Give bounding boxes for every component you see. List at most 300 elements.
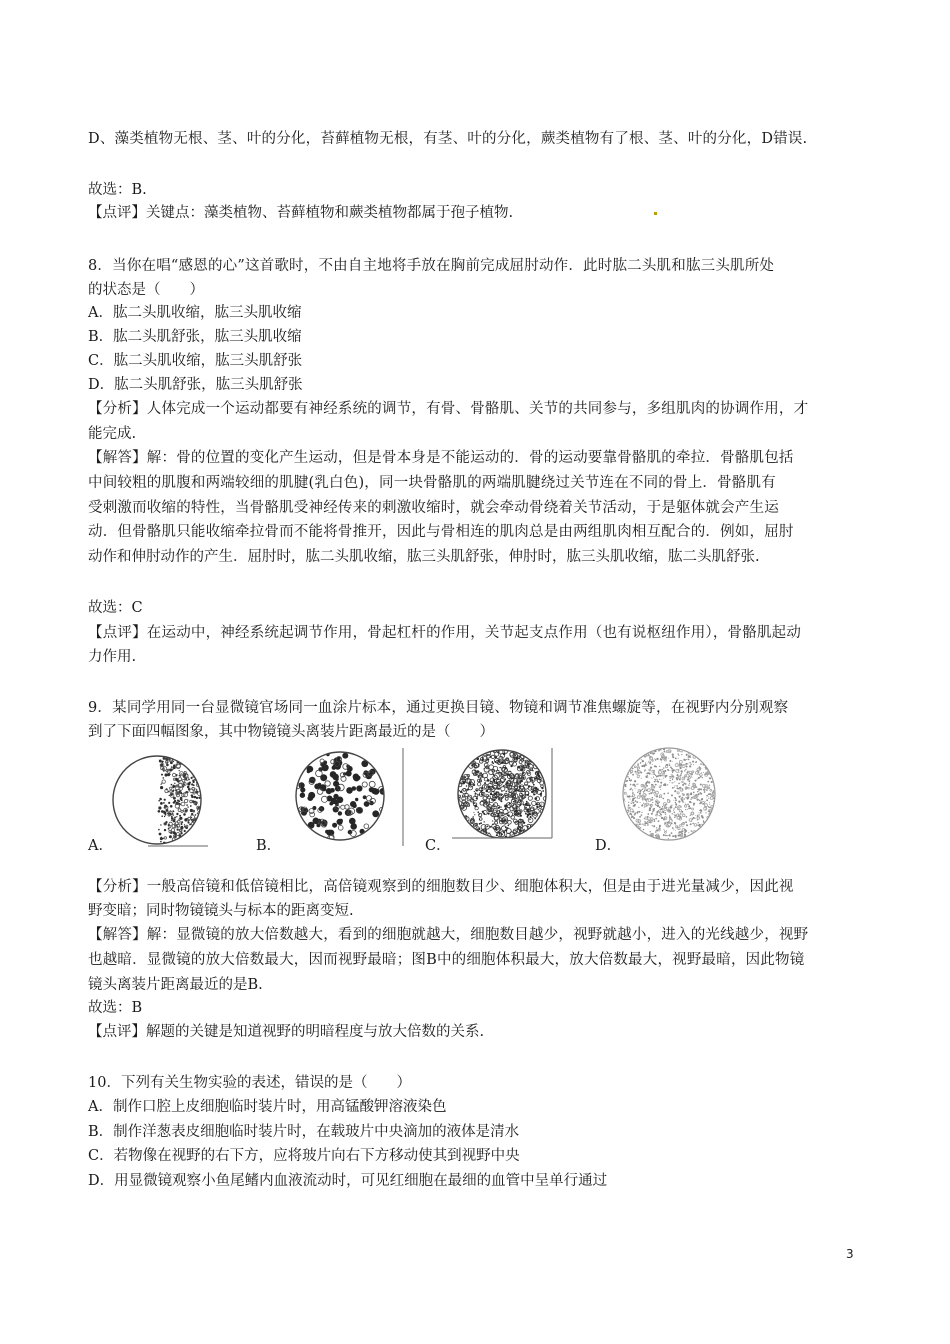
cell-texture [661,750,662,751]
cell-texture [505,805,507,807]
cell-texture [638,790,640,792]
cell-texture [631,803,632,804]
cell-texture [697,817,700,820]
cell-texture [679,765,681,767]
cell-texture [505,767,507,769]
cell-texture [711,781,713,783]
cell-texture [482,811,484,813]
cell-texture [325,781,330,786]
cell-texture [173,778,175,780]
cell-texture [178,819,179,820]
cell-texture [674,787,675,788]
answer-text: 受刺激而收缩的特性，当骨骼肌受神经传来的刺激收缩时，就会牵动骨绕着关节活动，于是躯体就会产生运 [88,500,779,516]
cell-texture [181,821,183,823]
cell-texture [529,766,530,767]
cell-texture [500,806,501,807]
cell-texture [181,810,183,812]
cell-texture [667,835,668,836]
cell-texture [160,802,163,805]
cell-texture [497,811,498,812]
cell-texture [171,766,173,768]
cell-texture [642,804,644,806]
cell-texture [656,791,659,794]
cell-texture [183,813,186,816]
cell-texture [670,778,671,779]
cell-texture [540,793,542,795]
cell-texture [637,767,639,769]
cell-texture [710,789,712,791]
cell-texture [693,803,695,805]
cell-texture [629,795,631,797]
cell-texture [672,770,674,772]
cell-texture [510,765,512,767]
cell-texture [678,750,679,751]
cell-texture [508,774,510,776]
cell-texture [193,784,195,786]
cell-texture [474,770,476,772]
cell-texture [191,794,193,796]
cell-texture [671,794,673,796]
cell-texture [189,823,191,825]
cell-texture [356,785,362,791]
cell-texture [500,829,501,830]
cell-texture [488,832,489,833]
cell-texture [527,763,529,765]
cell-texture [639,816,641,818]
cell-texture [690,824,691,825]
cell-texture [646,822,648,824]
cell-texture [675,802,676,803]
cell-texture [473,763,475,765]
cell-texture [463,807,465,809]
cell-texture [679,810,681,812]
cell-texture [628,807,630,809]
cell-texture [644,824,646,826]
cell-texture [533,790,535,792]
cell-texture [630,788,631,789]
cell-texture [173,814,174,815]
cell-texture [162,764,163,765]
cell-texture [502,796,504,798]
cell-texture [655,759,657,761]
cell-texture [527,794,529,796]
cell-texture [654,808,655,809]
cell-texture [664,812,666,814]
cell-texture [504,795,506,797]
cell-texture [466,802,468,804]
cell-texture [689,762,690,763]
cell-texture [332,823,337,828]
cell-texture [665,831,667,833]
cell-texture [654,781,656,783]
cell-texture [524,829,525,830]
answer-text: 动．但骨骼肌只能收缩牵拉骨而不能将骨推开，因此与骨相连的肌肉总是由两组肌肉相互配合的．例如，屈肘 [88,524,794,540]
cell-texture [697,778,698,779]
cell-texture [655,831,656,832]
cell-texture [688,753,689,754]
cell-texture [698,777,700,779]
cell-texture [683,813,684,814]
cell-texture [177,828,179,830]
cell-texture [519,804,521,806]
cell-texture [656,776,658,778]
cell-texture [535,797,538,800]
cell-texture [687,763,688,764]
cell-texture [625,784,626,785]
text-line: 【点评】关键点：藻类植物、苔藓植物和蕨类植物都属于孢子植物. [88,205,514,221]
cell-texture [525,762,526,763]
cell-texture [685,764,686,765]
cell-texture [654,798,655,799]
cell-texture [652,760,654,762]
cell-texture [490,781,493,784]
cell-texture [700,774,703,777]
cell-texture [338,811,342,815]
cell-texture [672,772,673,773]
cell-texture [659,812,661,814]
cell-texture [678,758,679,759]
cell-texture [178,800,180,802]
cell-texture [161,815,163,817]
cell-texture [487,779,490,782]
cell-texture [655,766,657,768]
cell-texture [642,760,644,762]
cell-texture [685,783,687,785]
cell-texture [536,803,538,805]
cell-texture [168,769,169,770]
cell-texture [490,793,492,795]
cell-texture [693,794,694,795]
cell-texture [509,771,510,772]
cell-texture [640,802,641,803]
cell-texture [494,761,496,763]
cell-texture [655,784,657,786]
cell-texture [639,793,641,795]
cell-texture [651,752,653,754]
cell-texture [468,786,472,790]
cell-texture [350,823,357,830]
cell-texture [679,805,681,807]
cell-texture [476,790,478,792]
cell-texture [492,820,493,821]
cell-texture [678,753,679,754]
cell-texture [160,786,163,789]
cell-texture [364,824,369,829]
cell-texture [685,775,687,777]
cell-texture [487,786,489,788]
cell-texture [702,816,704,818]
cell-texture [541,804,542,805]
cell-texture [667,769,669,771]
cell-texture [689,765,691,767]
cell-texture [645,785,647,787]
cell-texture [669,834,671,836]
cell-texture [669,751,670,752]
option-a: A．肱二头肌收缩，肱三头肌收缩 [88,305,302,321]
cell-texture [705,812,706,813]
cell-texture [660,759,662,761]
cell-texture [702,777,703,778]
answer-text: 【解答】解：骨的位置的变化产生运动，但是骨本身是不能运动的．骨的运动要靠骨骼肌的牵拉．骨骼肌包括 [88,450,794,466]
cell-texture [659,795,661,797]
cell-texture [659,779,660,780]
cell-texture [676,777,678,779]
cell-texture [514,755,516,757]
cell-texture [673,810,674,811]
cell-texture [637,792,638,793]
cell-texture [631,814,632,815]
cell-texture [484,768,485,769]
cell-texture [632,768,634,770]
cell-texture [682,781,684,783]
cell-texture [699,803,701,805]
cell-texture [674,781,675,782]
cell-texture [701,772,702,773]
cell-texture [653,777,654,778]
cell-texture [639,775,640,776]
cell-texture [669,764,671,766]
cell-texture [660,775,662,777]
option-c: C．肱二头肌收缩，肱三头肌舒张 [88,353,303,369]
cell-texture [665,765,667,767]
cell-texture [161,784,162,785]
question-8-stem: 的状态是（ ） [88,282,204,298]
cell-texture [690,793,692,795]
cell-texture [710,797,713,800]
cell-texture [700,812,702,814]
option-d: D．肱二头肌舒张，肱三头肌舒张 [88,377,303,393]
cell-texture [523,804,525,806]
cell-texture [669,763,670,764]
cell-texture [481,772,482,773]
cell-texture [688,784,689,785]
cell-texture [667,792,669,794]
cell-texture [682,784,684,786]
cell-texture [486,790,488,792]
cell-texture [632,792,634,794]
cell-texture [192,780,194,782]
cell-texture [460,791,462,793]
cell-texture [164,799,166,801]
cell-texture [699,791,700,792]
cell-texture [694,818,695,819]
figure-label-a: A． [88,838,113,854]
cell-texture [653,809,655,811]
cell-texture [624,789,625,790]
cell-texture [672,787,674,789]
analysis-text: 能完成. [88,426,137,442]
cell-texture [662,810,663,811]
microscope-field-b [285,748,415,848]
cell-texture [499,828,500,829]
cell-texture [680,813,682,815]
cell-texture [470,801,471,802]
cell-texture [706,798,707,799]
cell-texture [478,775,479,776]
cell-texture [671,832,673,834]
cell-texture [478,765,480,767]
cell-texture [685,821,687,823]
cell-texture [537,775,540,778]
cell-texture [169,826,171,828]
cell-texture [537,788,539,790]
choice-line: 故选：B [88,1000,143,1016]
cell-texture [514,813,516,815]
cell-texture [501,833,503,835]
cell-texture [170,787,172,789]
cell-texture [481,793,483,795]
cell-texture [641,778,642,779]
cell-texture [522,772,524,774]
cell-texture [632,790,633,791]
answer-text: 镜头离装片距离最近的是B. [88,977,263,993]
cell-texture [172,773,175,776]
cell-texture [490,756,492,758]
cell-texture [679,777,680,778]
cell-texture [497,760,499,762]
cell-texture [685,835,686,836]
text-line: 故选：B. [88,182,147,198]
page-number: 3 [846,1247,854,1261]
cell-texture [507,805,510,808]
cell-texture [659,806,661,808]
cell-texture [494,775,495,776]
cell-texture [687,809,688,810]
cell-texture [658,801,660,803]
cell-texture [673,829,674,830]
cell-texture [709,802,710,803]
cell-texture [173,761,174,762]
cell-texture [675,830,676,831]
cell-texture [685,802,686,803]
cell-texture [517,766,520,769]
cell-texture [485,832,487,834]
cell-texture [646,776,648,778]
cell-texture [507,815,508,816]
cell-texture [530,816,532,818]
cell-texture [670,806,672,808]
cell-texture [314,784,320,790]
cell-texture [474,814,475,815]
cell-texture [700,792,701,793]
cell-texture [483,773,488,778]
cell-texture [505,778,507,780]
cell-texture [634,780,636,782]
cell-texture [662,774,664,776]
cell-texture [691,776,692,777]
cell-texture [682,826,683,827]
cell-texture [662,754,663,755]
cell-texture [688,805,690,807]
cell-texture [629,780,631,782]
cell-texture [166,821,167,822]
cell-texture [181,802,185,806]
cell-texture [536,806,538,808]
cell-texture [695,780,697,782]
cell-texture [499,788,500,789]
cell-texture [515,789,518,792]
cell-texture [674,797,676,799]
analysis-text: 【分析】人体完成一个运动都要有神经系统的调节，有骨、骨骼肌、关节的共同参与，多组肌肉的协调作用，才 [88,401,809,417]
cell-texture [630,770,632,772]
cell-texture [531,791,533,793]
cell-texture [685,797,686,798]
cell-texture [487,759,489,761]
analysis-text: 野变暗；同时物镜镜头与标本的距离变短. [88,903,354,919]
cell-texture [643,829,644,830]
cell-texture [691,802,692,803]
cell-texture [492,773,494,775]
cell-texture [503,831,505,833]
cell-texture [692,777,693,778]
cell-texture [186,804,188,806]
cell-texture [520,800,522,802]
cell-texture [682,797,684,799]
cell-texture [534,818,536,820]
cell-texture [507,827,509,829]
cell-texture [484,813,485,814]
cell-texture [698,788,700,790]
cell-texture [679,760,682,763]
cell-texture [661,817,663,819]
cell-texture [529,819,530,820]
cell-texture [180,798,182,800]
cell-texture [661,762,662,763]
cell-texture [464,777,466,779]
cell-texture [624,792,626,794]
cell-texture [692,808,694,810]
cell-texture [650,792,652,794]
cell-texture [658,750,660,752]
cell-texture [681,751,682,752]
cell-texture [649,807,651,809]
cell-texture [643,803,644,804]
cell-texture [484,800,486,802]
cell-texture [684,831,686,833]
cell-texture [647,775,648,776]
cell-texture [184,824,185,825]
cell-texture [681,770,683,772]
cell-texture [677,774,679,776]
cell-texture [632,784,633,785]
cell-texture [661,808,663,810]
cell-texture [162,780,165,783]
cell-texture [158,800,160,802]
cell-texture [648,814,649,815]
cell-texture [364,801,370,807]
cell-texture [372,810,379,817]
cell-texture [162,761,164,763]
cell-texture [682,829,685,832]
cell-texture [521,793,522,794]
cell-texture [473,784,475,786]
cell-texture [642,824,643,825]
cell-texture [708,796,709,797]
cell-texture [519,756,520,757]
cell-texture [171,784,173,786]
cell-texture [330,771,337,778]
cell-texture [534,778,536,780]
cell-texture [187,786,190,789]
cell-texture [498,807,500,809]
option-b: B．制作洋葱表皮细胞临时装片时，在载玻片中央滴加的液体是清水 [88,1124,520,1140]
cell-texture [181,823,183,825]
cell-texture [170,805,173,808]
cell-texture [159,833,162,836]
review-text: 力作用. [88,649,137,665]
cell-texture [169,830,171,832]
cell-texture [683,778,684,779]
